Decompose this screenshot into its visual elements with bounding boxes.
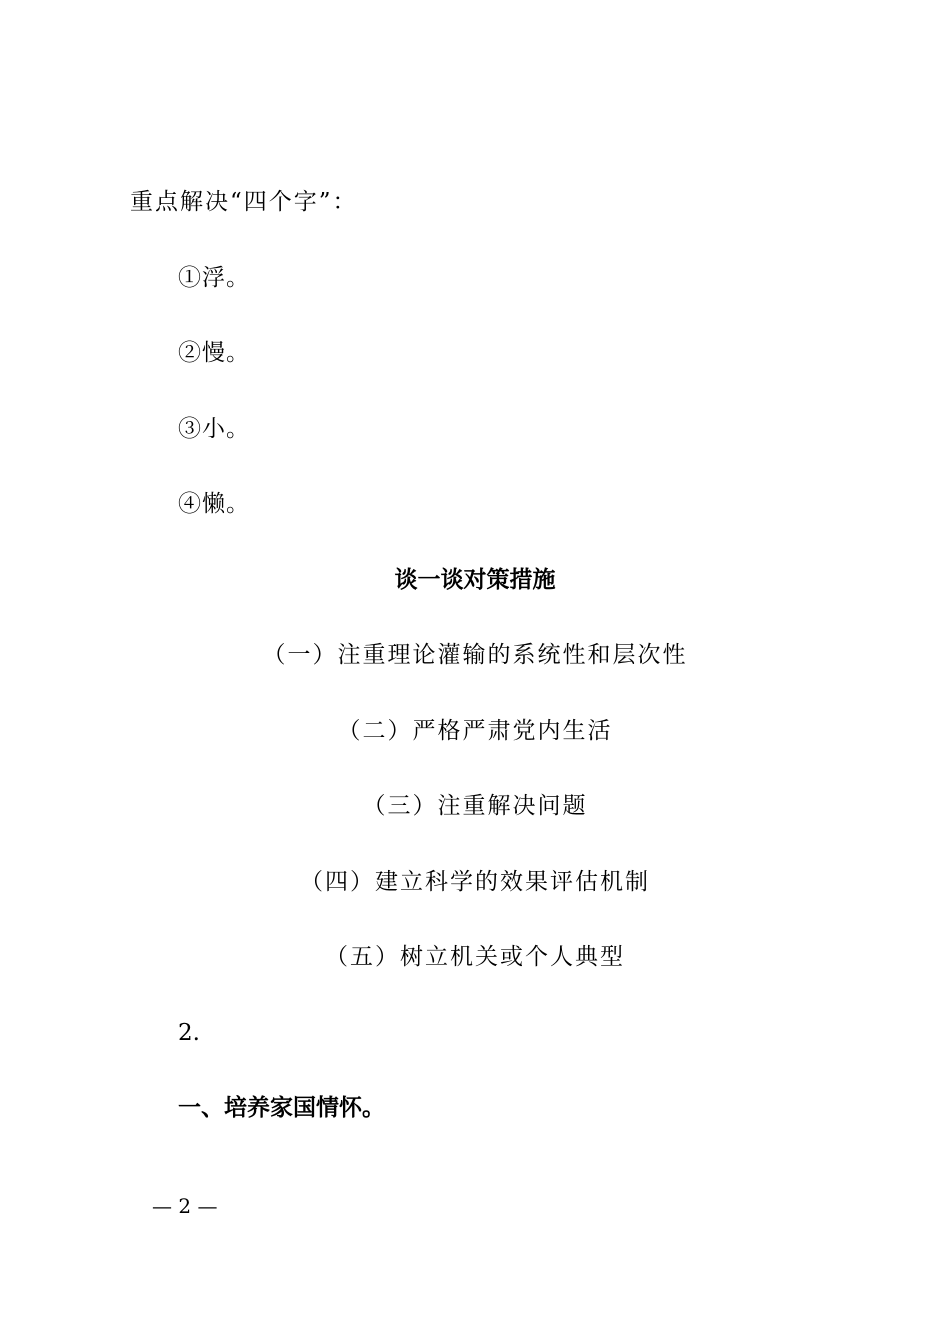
measure-item-1: （一）注重理论灌输的系统性和层次性 (262, 642, 688, 668)
list-item-4: ④懒。 (178, 491, 250, 517)
measure-item-4: （四）建立科学的效果评估机制 (300, 869, 650, 895)
subheading: 一、培养家国情怀。 (178, 1095, 385, 1121)
section-heading: 谈一谈对策措施 (394, 566, 556, 593)
intro-text: 重点解决“四个字”： (130, 189, 358, 215)
page-number: — 2 — (152, 1194, 218, 1218)
list-item-1: ①浮。 (178, 265, 250, 291)
measure-item-3: （三）注重解决问题 (362, 793, 588, 819)
measure-item-5: （五）树立机关或个人典型 (325, 944, 625, 970)
list-item-2: ②慢。 (178, 340, 250, 366)
measure-item-2: （二）严格严肃党内生活 (337, 718, 613, 744)
number-line: 2. (178, 1020, 200, 1046)
list-item-3: ③小。 (178, 416, 250, 442)
